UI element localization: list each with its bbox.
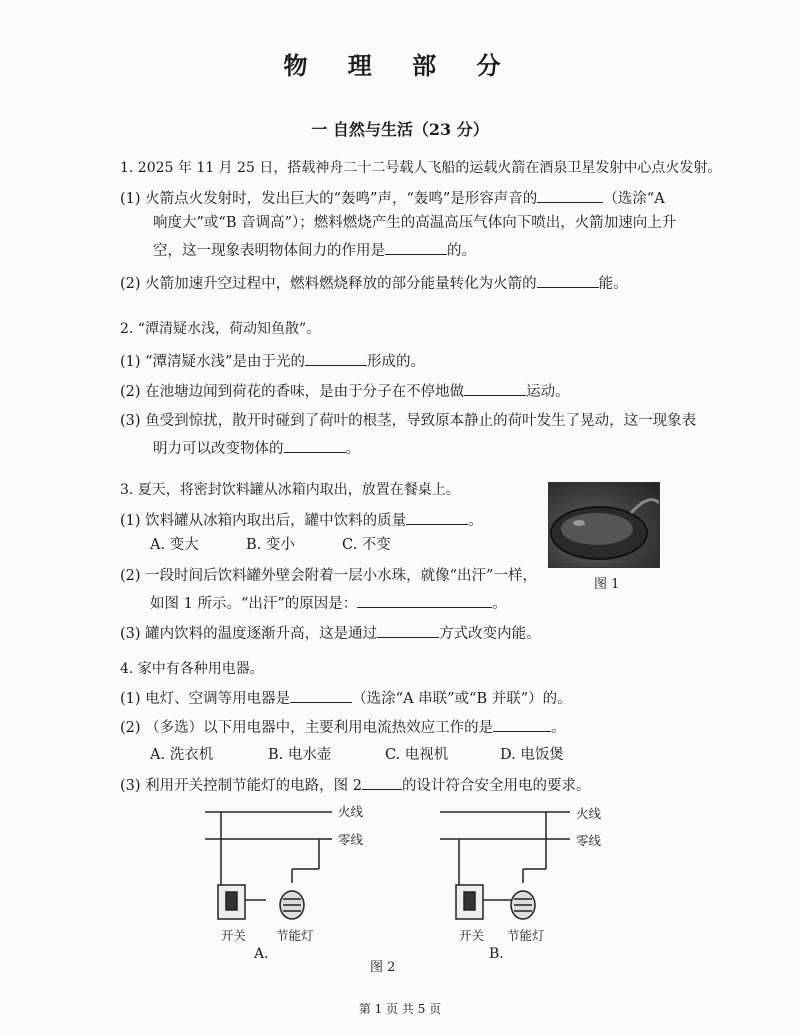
q2-part3-text-b: 。 [345,441,360,457]
q4-part3 [120,775,590,796]
q1-part1-line1 [120,188,665,209]
q4-part1-text-b: （选涂“A 串联”或“B 并联”）的。 [352,691,572,707]
q1-part1-text-a: (1) 火箭点火发射时，发出巨大的“轰鸣”声，“轰鸣”是形容声音的 [120,191,538,207]
q4-part2-text-b: 。 [551,720,566,736]
circuit-b-fire-line-label: 火线 [576,806,602,821]
section-heading: 一 自然与生活（23 分） [311,120,489,139]
q3-part3 [120,623,541,644]
q4-option-c[interactable]: C. 电视机 [385,747,449,763]
q4-part3-text-b: 的设计符合安全用电的要求。 [401,778,591,794]
q2-part1-text-b: 形成的。 [366,354,425,370]
q3-option-b[interactable]: B. 变小 [246,537,295,553]
q1-part1-text-c: 空，这一现象表明物体间力的作用是 [153,243,385,259]
q4-option-b[interactable]: B. 电水壶 [268,747,332,763]
circuit-a-fire-line-label: 火线 [338,804,364,819]
answer-blank[interactable] [362,775,402,790]
q2-part1 [120,351,425,372]
circuit-a-neutral-line-label: 零线 [338,832,364,847]
q3-part2-text-b: 。 [492,596,507,612]
circuit-b-option-label[interactable]: B. [489,946,504,962]
answer-blank[interactable] [385,240,447,255]
q4-option-a[interactable]: A. 洗衣机 [150,747,214,763]
q3-part3-text-b: 方式改变内能。 [439,626,541,642]
answer-blank[interactable] [406,510,468,525]
q2-part2-text-b: 运动。 [526,384,570,400]
circuit-diagrams [0,795,800,955]
answer-blank[interactable] [357,593,492,608]
q4-part2-text-a: (2) （多选）以下用电器中，主要利用电流热效应工作的是 [120,720,494,736]
q3-part2-text-a: 如图 1 所示。“出汗”的原因是： [150,596,358,612]
answer-blank[interactable] [305,351,367,366]
q1-part1-line2: 响度大”或“B 音调高”）；燃料燃烧产生的高温高压气体向下喷出，火箭加速向上升 [153,215,677,231]
q2-part2 [120,381,570,402]
answer-blank[interactable] [284,438,346,453]
q1-part2-text-a: (2) 火箭加速升空过程中，燃料燃烧释放的部分能量转化为火箭的 [120,276,537,292]
q1-part2-text-b: 能。 [598,276,628,292]
can-photo-graphic [549,483,659,567]
answer-blank[interactable] [493,717,551,732]
q3-option-c[interactable]: C. 不变 [342,537,391,553]
q3-option-a[interactable]: A. 变大 [150,537,199,553]
q1-part2 [120,273,628,294]
figure-1-label: 图 1 [594,577,620,592]
q3-part2-line2 [150,593,507,614]
q2-part3-text-a: 明力可以改变物体的 [153,441,284,457]
answer-blank[interactable] [537,273,599,288]
q2-part3-line2 [153,438,360,459]
q4-part1-text-a: (1) 电灯、空调等用电器是 [120,691,291,707]
q3-part3-text-a: (3) 罐内饮料的温度逐渐升高，这是通过 [120,626,378,642]
q2-stem: 2. “潭清疑水浅，荷动知鱼散”。 [120,321,321,337]
q2-part1-text-a: (1) “潭清疑水浅”是由于光的 [120,354,305,370]
circuit-a-switch-label: 开关 [221,928,247,943]
answer-blank[interactable] [464,381,526,396]
circuit-a-lamp-label: 节能灯 [276,928,314,943]
circuit-a [205,812,332,919]
circuit-b-lamp-label: 节能灯 [507,928,545,943]
q4-part1 [120,688,572,709]
circuit-a-option-label[interactable]: A. [254,946,269,962]
circuit-b-switch-label: 开关 [459,928,485,943]
page-footer: 第 1 页 共 5 页 [358,1002,442,1016]
q3-part1-text-a: (1) 饮料罐从冰箱内取出后，罐中饮料的质量 [120,513,407,529]
answer-blank[interactable] [537,188,603,203]
q3-part1 [120,510,483,531]
q4-part3-text-a: (3) 利用开关控制节能灯的电路，图 2 [120,778,362,794]
q2-part3-line1: (3) 鱼受到惊扰，散开时碰到了荷叶的根茎，导致原本静止的荷叶发生了晃动，这一现象表 [120,413,697,429]
q4-part2 [120,717,566,738]
q1-part1-line3 [153,240,476,261]
figure-1-photo [548,482,660,568]
q1-part1-text-d: 的。 [447,243,476,259]
q1-part1-text-b: （选涂“A [603,191,665,207]
page-title: 物 理 部 分 [283,51,517,80]
q1-stem: 1. 2025 年 11 月 25 日，搭载神舟二十二号载人飞船的运载火箭在酒泉卫星发射中心点火发射。 [120,160,722,176]
circuit-b-neutral-line-label: 零线 [576,833,602,848]
circuit-b [440,812,570,919]
q2-part2-text-a: (2) 在池塘边闻到荷花的香味，是由于分子在不停地做 [120,384,465,400]
q4-stem: 4. 家中有各种用电器。 [120,661,264,677]
q4-option-d[interactable]: D. 电饭煲 [500,747,564,763]
q3-part2-line1: (2) 一段时间后饮料罐外壁会附着一层小水珠，就像“出汗”一样， [120,568,537,584]
q3-stem: 3. 夏天，将密封饮料罐从冰箱内取出，放置在餐桌上。 [120,482,460,498]
answer-blank[interactable] [377,623,439,638]
answer-blank[interactable] [290,688,352,703]
figure-2-label: 图 2 [370,960,396,975]
q3-part1-text-b: 。 [468,513,483,529]
